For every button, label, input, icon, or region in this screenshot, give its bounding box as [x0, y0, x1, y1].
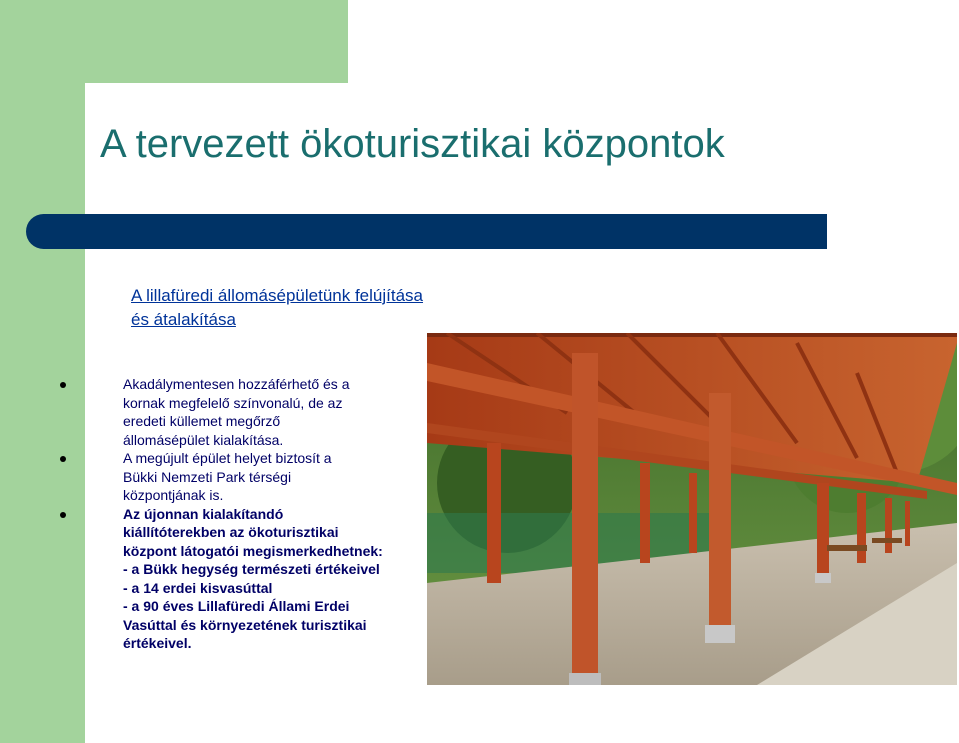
slide-title: A tervezett ökoturisztikai központok	[100, 122, 725, 166]
bullet-text: Az újonnan kialakítandó kiállítóterekben az ökoturisztikai központ látogatói megismerkedhetnek: - a Bükk hegység természeti értékeivel - a 14 erdei kisvasúttal - a 90 éves Lillafüredi Állami Erdei Vasúttal és környezetének turisztikai értékeivel.	[123, 505, 383, 651]
title-divider-bar	[26, 214, 827, 249]
bullet-dot-icon	[60, 382, 66, 388]
bullet-dot-icon	[60, 512, 66, 518]
green-frame-top	[0, 0, 348, 83]
bullet-item-1	[60, 375, 420, 449]
subtitle-link[interactable]: A lillafüredi állomásépületünk felújítása és átalakítása	[131, 286, 424, 329]
bullet-dot-icon	[60, 456, 66, 462]
bullet-item-2	[60, 449, 420, 505]
bullet-list	[60, 375, 420, 653]
bullet-text: A megújult épület helyet biztosít a Bükki Nemzeti Park térségi központjának is.	[123, 450, 332, 503]
station-canopy-photo	[427, 333, 957, 685]
bullet-item-3	[60, 505, 420, 653]
bullet-text: Akadálymentesen hozzáférhető és a kornak megfelelő színvonalú, de az eredeti küllemet megőrző állomásépület kialakítása.	[123, 376, 350, 448]
